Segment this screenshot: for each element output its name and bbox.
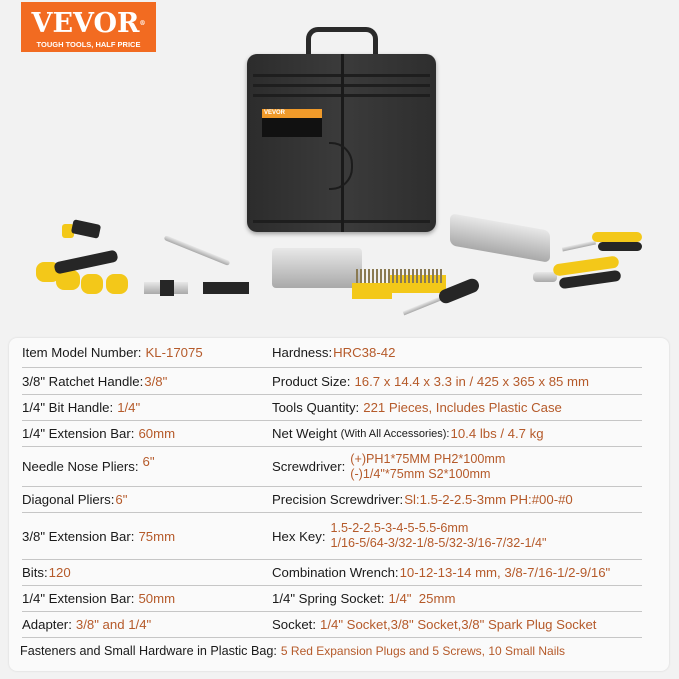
case-handle xyxy=(306,27,378,57)
sockets xyxy=(272,248,362,288)
spec-row xyxy=(22,395,642,421)
spec-extension-bar-75: 3/8" Extension Bar: 75mm xyxy=(22,528,176,544)
spec-bits: Bits: 120 xyxy=(22,565,71,580)
spec-extension-bar-50: 1/4" Extension Bar: 50mm xyxy=(22,591,176,606)
spec-tools-quantity: Tools Quantity: 221 Pieces, Includes Plastic Case xyxy=(272,400,562,415)
spec-hex-key: Hex Key: 1.5-2-2.5-3-4-5-5.5-6mm 1/16-5/64-3/32-1/8-5/32-3/16-7/32-1/4" xyxy=(272,521,547,550)
spec-row xyxy=(22,487,642,513)
registered-mark: ® xyxy=(139,20,146,27)
brand-name: VEVOR xyxy=(31,8,140,39)
brand-tagline: TOUGH TOOLS, HALF PRICE xyxy=(36,40,141,49)
spec-ratchet-handle: 3/8" Ratchet Handle: 3/8" xyxy=(22,373,168,389)
case-seam xyxy=(341,54,344,232)
spec-spring-socket: 1/4" Spring Socket: 1/4" 25mm xyxy=(272,591,456,606)
spec-row xyxy=(22,421,642,447)
spec-needle-nose-pliers: Needle Nose Pliers: 6" xyxy=(22,454,155,474)
spec-adapter: Adapter: 3/8" and 1/4" xyxy=(22,617,152,632)
spec-row xyxy=(22,368,642,395)
spec-table xyxy=(9,338,669,671)
spec-screwdriver: Screwdriver: (+)PH1*75MM PH2*100mm (-)1/4"*75mm S2*100mm xyxy=(272,451,506,481)
spec-extension-bar-60: 1/4" Extension Bar: 60mm xyxy=(22,426,176,441)
spec-row xyxy=(22,612,642,638)
spec-bit-handle: 1/4" Bit Handle: 1/4" xyxy=(22,400,141,415)
diagonal-pliers xyxy=(533,256,629,290)
spec-row xyxy=(22,513,642,560)
spec-product-size: Product Size: 16.7 x 14.4 x 3.3 in / 425 x 365 x 85 mm xyxy=(272,373,590,389)
product-image xyxy=(0,0,679,330)
spec-item-model-number: Item Model Number: KL-17075 xyxy=(22,345,203,360)
spec-net-weight: Net Weight (With All Accessories): 10.4 lbs / 4.7 kg xyxy=(272,426,544,441)
needle-nose-pliers xyxy=(562,228,646,254)
hex-keys-metric xyxy=(144,280,188,296)
spec-row xyxy=(22,447,642,487)
case-label: VEVOR xyxy=(262,109,322,137)
spec-row xyxy=(22,586,642,612)
precision-screwdrivers xyxy=(62,214,106,240)
spec-socket: Socket: 1/4" Socket,3/8" Socket,3/8" Spark Plug Socket xyxy=(272,617,597,632)
screwdrivers xyxy=(36,252,136,296)
carrying-case xyxy=(247,54,436,232)
ratchet-handle xyxy=(164,235,231,266)
hex-keys-sae xyxy=(203,280,249,296)
spec-precision-screwdriver: Precision Screwdriver: Sl:1.5-2-2.5-3mm PH:#00-#0 xyxy=(272,492,573,507)
spec-fasteners: Fasteners and Small Hardware in Plastic Bag: 5 Red Expansion Plugs and 5 Screws, 10 Small Nails xyxy=(20,644,566,658)
spec-row xyxy=(22,560,642,586)
spec-diagonal-pliers: Diagonal Pliers: 6" xyxy=(22,492,128,507)
spec-row-footer xyxy=(20,638,660,664)
case-latch xyxy=(329,142,353,190)
spec-row xyxy=(22,338,642,368)
spec-combination-wrench: Combination Wrench: 10-12-13-14 mm, 3/8-7/16-1/2-9/16" xyxy=(272,565,611,580)
spec-hardness: Hardness: HRC38-42 xyxy=(272,345,396,360)
bit-handle xyxy=(402,280,482,314)
